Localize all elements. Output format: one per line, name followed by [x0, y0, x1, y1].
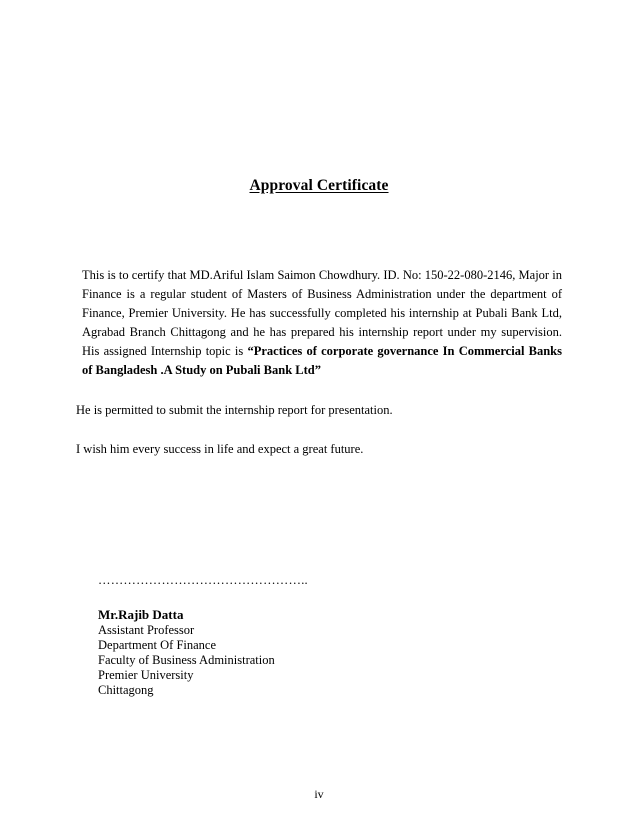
internship-topic: “Practices of corporate governance In Commercial Banks of Bangladesh .A Study on Pubali Bank Ltd” [82, 344, 562, 377]
supervisor-university: Premier University [98, 668, 194, 682]
permission-statement: He is permitted to submit the internship report for presentation. [76, 403, 393, 417]
supervisor-department: Department Of Finance [98, 638, 217, 652]
wish-statement: I wish him every success in life and expect a great future. [76, 442, 364, 456]
document-title: Approval Certificate [249, 177, 389, 194]
page-number: iv [314, 787, 324, 801]
supervisor-city: Chittagong [98, 683, 154, 697]
certification-text: This is to certify that MD.Ariful Islam Saimon Chowdhury. ID. No: 150-22-080-2146, Major in Finance is a regular student of Masters of Business Administration under the department of Finance, Premier University. He has successfully completed his internship at Pubali Bank Ltd, Agrabad Branch Chittagong and he has prepared his internship report under my supervision. His assigned Internship topic is [82, 268, 562, 358]
supervisor-designation: Assistant Professor [98, 623, 195, 637]
certification-paragraph [82, 266, 562, 380]
supervisor-name: Mr.Rajib Datta [98, 607, 184, 622]
supervisor-faculty: Faculty of Business Administration [98, 653, 275, 667]
signature-block [98, 573, 308, 698]
signature-line: ………………………………………….. [98, 573, 308, 587]
